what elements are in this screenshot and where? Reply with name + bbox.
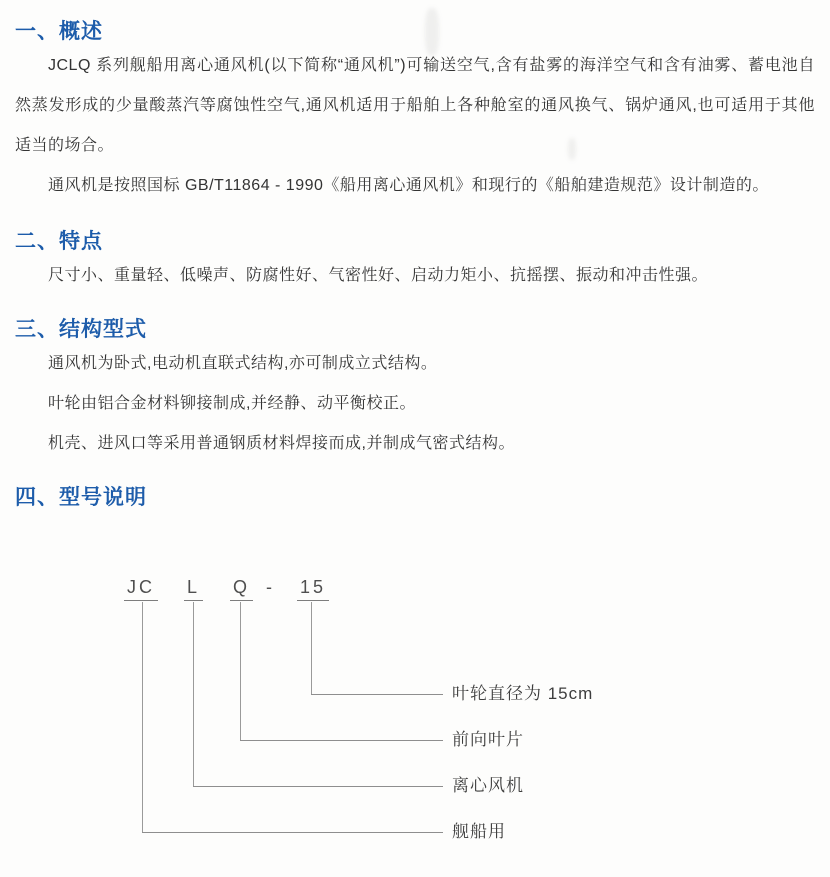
label-centrifugal-fan: 离心风机 [452, 776, 524, 795]
code-part-l: L [184, 576, 203, 601]
leader-line-vertical-15 [311, 602, 312, 694]
overview-paragraph-2: 通风机是按照国标 GB/T11864 - 1990《船用离心通风机》和现行的《船舶建造规范》设计制造的。 [48, 177, 769, 194]
leader-line-horizontal-q [240, 740, 443, 741]
code-part-jc: JC [124, 576, 158, 601]
section-heading-structure: 三、结构型式 [15, 318, 147, 341]
label-naval-use: 舰船用 [452, 822, 506, 841]
section-heading-overview: 一、概述 [15, 20, 103, 43]
section-heading-model-designation: 四、型号说明 [15, 486, 147, 509]
code-part-dash: - [266, 577, 275, 597]
label-impeller-diameter: 叶轮直径为 15cm [452, 684, 594, 703]
leader-line-horizontal-l [193, 786, 443, 787]
section-heading-features: 二、特点 [15, 230, 103, 253]
features-paragraph: 尺寸小、重量轻、低噪声、防腐性好、气密性好、启动力矩小、抗摇摆、振动和冲击性强。 [48, 267, 709, 284]
structure-paragraph-3: 机壳、进风口等采用普通钢质材料焊接而成,并制成气密式结构。 [48, 435, 515, 452]
structure-paragraph-2: 叶轮由铝合金材料铆接制成,并经静、动平衡校正。 [48, 395, 416, 412]
scan-smudge [568, 138, 576, 160]
model-code-diagram [0, 512, 830, 877]
leader-line-vertical-jc [142, 602, 143, 832]
overview-paragraph-1: JCLQ 系列舰船用离心通风机(以下简称“通风机”)可输送空气,含有盐雾的海洋空气和含有油雾、蓄电池自然蒸发形成的少量酸蒸汽等腐蚀性空气,通风机适用于船舶上各种舱室的通风换气、锅炉通风,也可适用于其他适当的场合。 [15, 57, 815, 154]
code-part-q: Q [230, 576, 253, 601]
leader-line-vertical-l [193, 602, 194, 786]
scan-smudge [425, 8, 439, 56]
leader-line-horizontal-jc [142, 832, 443, 833]
code-part-15: 15 [297, 576, 329, 601]
structure-paragraph-1: 通风机为卧式,电动机直联式结构,亦可制成立式结构。 [48, 355, 438, 372]
leader-line-vertical-q [240, 602, 241, 740]
leader-line-horizontal-15 [311, 694, 443, 695]
label-forward-blades: 前向叶片 [452, 730, 524, 749]
